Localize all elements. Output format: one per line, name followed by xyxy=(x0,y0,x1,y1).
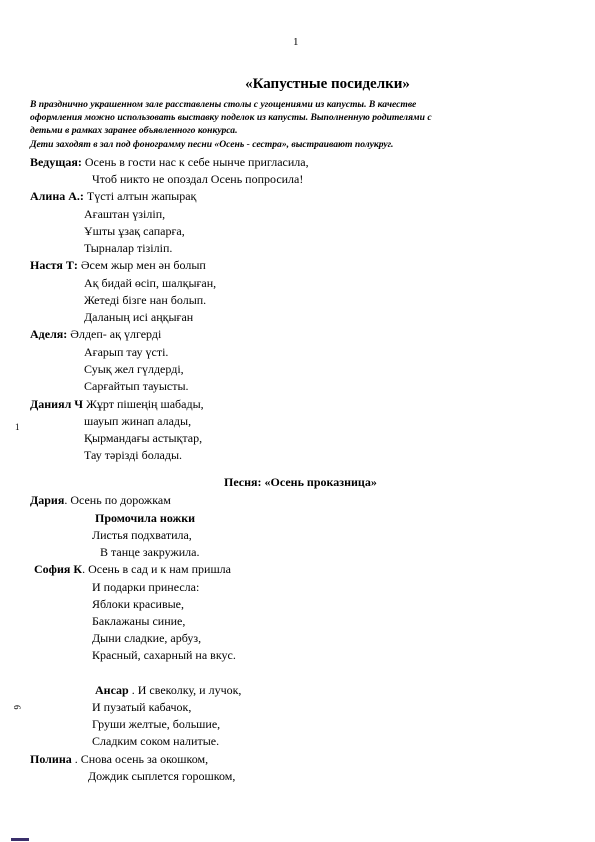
alina-line-1: Алина А.: Түсті алтын жапырақ xyxy=(30,189,197,203)
page-corner-mark xyxy=(11,838,29,841)
speaker-ansar: Ансар xyxy=(95,683,129,697)
sofia-line-5: Дыни сладкие, арбуз, xyxy=(92,631,202,645)
ansar-line-1: Ансар . И свеколку, и лучок, xyxy=(95,683,242,697)
adel-line-3: Суық жел гүлдерді, xyxy=(84,362,184,376)
margin-marker-1: 1 xyxy=(15,422,20,432)
sofia-line-6: Красный, сахарный на вкус. xyxy=(92,648,236,662)
daria-line-1: Дария. Осень по дорожкам xyxy=(30,493,171,507)
daniyal-line-4: Тау тәрізді болады. xyxy=(84,448,183,462)
daniyal-line-3: Қырмандағы астықтар, xyxy=(84,431,203,445)
speaker-host: Ведущая: xyxy=(30,155,82,169)
speaker-sofia: София К xyxy=(34,562,83,576)
alina-line-3: Ұшты ұзақ сапарға, xyxy=(84,224,185,238)
page-number: 1 xyxy=(293,36,299,48)
sofia-line-4: Баклажаны синие, xyxy=(92,614,186,628)
nastya-line-4: Даланың исі аңқыған xyxy=(84,310,194,324)
speaker-alina: Алина А.: xyxy=(30,189,84,203)
adel-line-4: Сарғайтып тауысты. xyxy=(84,379,189,393)
ansar-line-2: И пузатый кабачок, xyxy=(92,700,192,714)
song-heading: Песня: «Осень проказница» xyxy=(224,475,377,489)
speaker-adel: Аделя: xyxy=(30,327,68,341)
document-title: «Капустные посиделки» xyxy=(245,76,410,92)
daniyal-line-2: шауып жинап алады, xyxy=(84,414,192,428)
sofia-line-1: София К. Осень в сад и к нам пришла xyxy=(34,562,231,576)
nastya-line-1: Настя Т: Әсем жыр мен ән болып xyxy=(30,258,206,272)
intro-line-1: В празднично украшенном зале расставлены столы с угощениями из капусты. В качестве xyxy=(30,99,417,110)
host-line-2: Чтоб никто не опоздал Осень попросила! xyxy=(92,172,304,186)
intro-line-4: Дети заходят в зал под фонограмму песни «Осень - сестра», выстраивают полукруг. xyxy=(30,139,394,150)
nastya-line-3: Жетеді бізге нан болып. xyxy=(84,293,207,307)
intro-line-3: детьми в рамках заранее объявленного конкурса. xyxy=(30,125,238,136)
ansar-line-3: Груши желтые, большие, xyxy=(92,717,221,731)
speaker-daria: Дария xyxy=(30,493,65,507)
nastya-line-2: Ақ бидай өсіп, шалқыған, xyxy=(84,276,217,290)
host-line-1: Ведущая: Осень в гости нас к себе нынче пригласила, xyxy=(30,155,309,169)
sofia-line-2: И подарки принесла: xyxy=(92,580,200,594)
adel-line-1: Аделя: Әлдеп- ақ үлгерді xyxy=(30,327,162,341)
ansar-line-4: Сладким соком налитые. xyxy=(92,734,220,748)
speaker-daniyal: Даниял Ч xyxy=(30,397,84,411)
daria-line-2: Промочила ножки xyxy=(95,511,196,525)
alina-line-2: Ағаштан үзіліп, xyxy=(84,207,166,221)
speaker-polina: Полина xyxy=(30,752,72,766)
sofia-line-3: Яблоки красивые, xyxy=(92,597,185,611)
daria-line-3: Листья подхватила, xyxy=(92,528,192,542)
speaker-nastya: Настя Т: xyxy=(30,258,78,272)
alina-line-4: Тырналар тізіліп. xyxy=(84,241,173,255)
adel-line-2: Ағарып тау үсті. xyxy=(84,345,169,359)
intro-line-2: оформления можно использовать выставку поделок из капусты. Выполненную родителями с xyxy=(30,112,432,123)
polina-line-2: Дождик сыплется горошком, xyxy=(88,769,236,783)
daria-line-4: В танце закружила. xyxy=(100,545,200,559)
polina-line-1: Полина . Снова осень за окошком, xyxy=(30,752,209,766)
daniyal-line-1: Даниял Ч Жұрт пішеңің шабады, xyxy=(30,397,204,411)
margin-marker-6: 6 xyxy=(12,705,22,710)
